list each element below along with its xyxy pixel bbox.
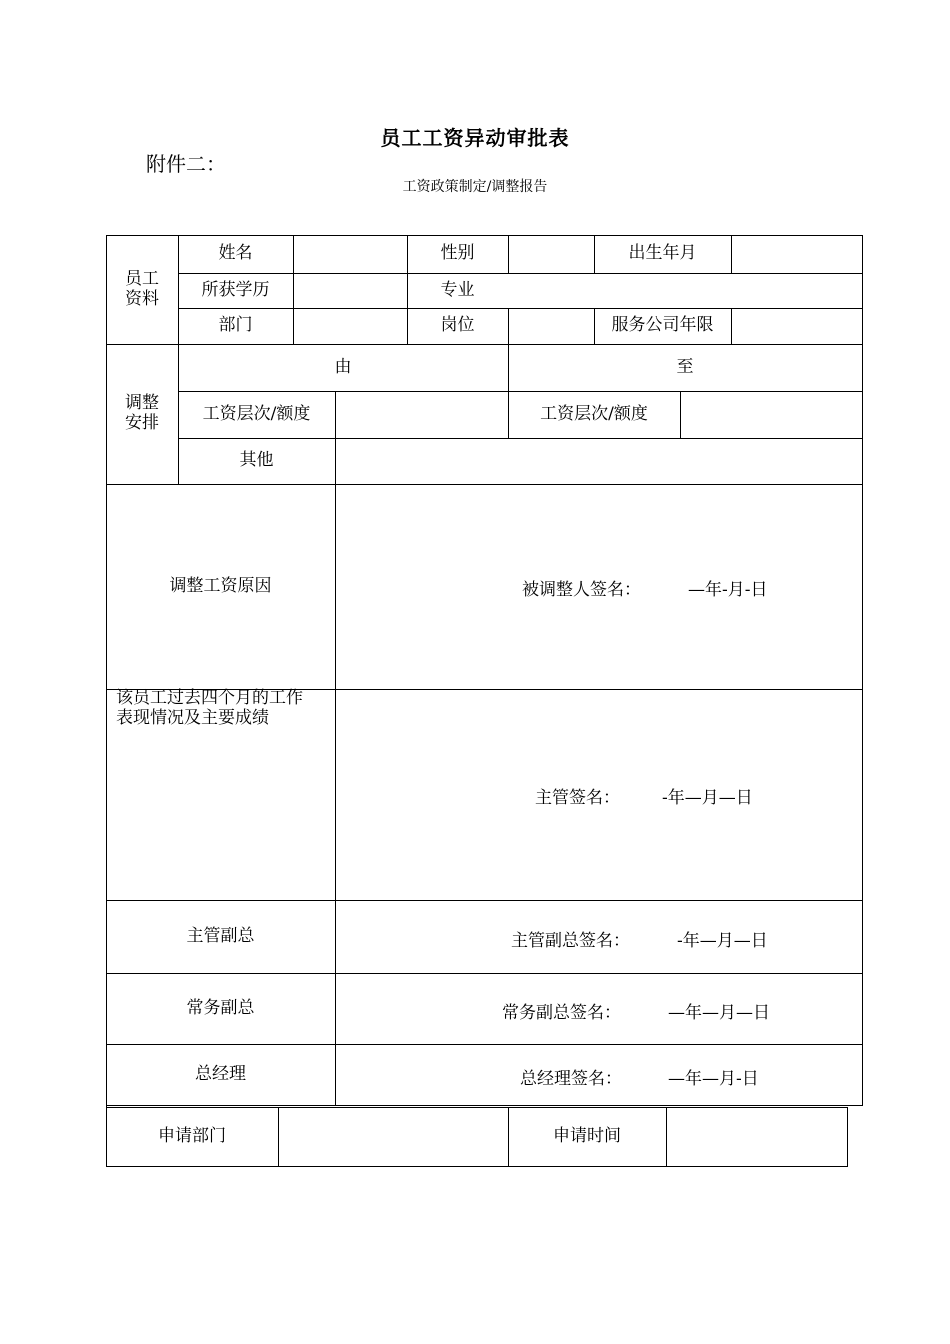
executive-vp-label: 常务副总 — [186, 997, 255, 1018]
birth-field[interactable] — [731, 235, 862, 273]
gm-date: —年—月-日 — [668, 1069, 759, 1089]
reason-signature-label: 被调整人签名： — [522, 580, 641, 600]
department-label: 部门 — [218, 315, 253, 336]
position-label: 岗位 — [440, 315, 475, 336]
vp-signature-label: 主管副总签名： — [511, 931, 630, 951]
executive-vp-signature-label: 常务副总签名： — [502, 1003, 621, 1023]
to-grade-label: 工资层次/额度 — [540, 403, 648, 424]
department-field[interactable] — [293, 308, 407, 344]
apply-time-label: 申请时间 — [553, 1125, 621, 1146]
reason-date: —年-月-日 — [688, 580, 768, 600]
major-label: 专业 — [440, 279, 475, 300]
reason-label: 调整工资原因 — [169, 575, 272, 596]
apply-department-field[interactable] — [278, 1107, 508, 1166]
adjustment-section-label: 调整 安排 — [125, 393, 159, 433]
attachment-label: 附件二： — [146, 152, 226, 176]
page-title: 员工工资异动审批表 — [380, 126, 570, 150]
gm-signature-label: 总经理签名： — [520, 1069, 622, 1089]
vp-date: -年—月—日 — [677, 931, 768, 951]
education-field[interactable] — [293, 273, 407, 308]
major-field[interactable] — [508, 273, 862, 308]
from-label: 由 — [334, 356, 352, 377]
education-label: 所获学历 — [201, 279, 270, 300]
apply-time-field[interactable] — [666, 1107, 847, 1166]
other-field[interactable] — [335, 438, 862, 484]
service-years-label: 服务公司年限 — [611, 315, 714, 336]
employee-section-label: 员工 资料 — [125, 268, 159, 309]
performance-date: -年—月—日 — [662, 788, 753, 808]
birth-label: 出生年月 — [628, 243, 697, 264]
name-label: 姓名 — [218, 243, 253, 264]
page-subtitle: 工资政策制定/调整报告 — [402, 179, 548, 195]
performance-signature-label: 主管签名： — [535, 788, 620, 808]
service-years-field[interactable] — [731, 308, 862, 344]
to-label: 至 — [676, 356, 694, 377]
from-grade-label: 工资层次/额度 — [202, 403, 311, 424]
gm-label: 总经理 — [195, 1063, 246, 1084]
other-label: 其他 — [239, 450, 274, 471]
position-field[interactable] — [508, 308, 594, 344]
performance-label: 该员工过去四个月的工作 表现情况及主要成绩 — [116, 688, 303, 728]
from-grade-field[interactable] — [335, 391, 508, 438]
executive-vp-date: —年—月—日 — [668, 1003, 770, 1023]
apply-department-label: 申请部门 — [158, 1125, 226, 1146]
to-grade-field[interactable] — [680, 391, 862, 438]
name-field[interactable] — [293, 235, 407, 273]
vp-label: 主管副总 — [186, 925, 255, 946]
gender-field[interactable] — [508, 235, 594, 273]
gender-label: 性别 — [440, 243, 475, 264]
